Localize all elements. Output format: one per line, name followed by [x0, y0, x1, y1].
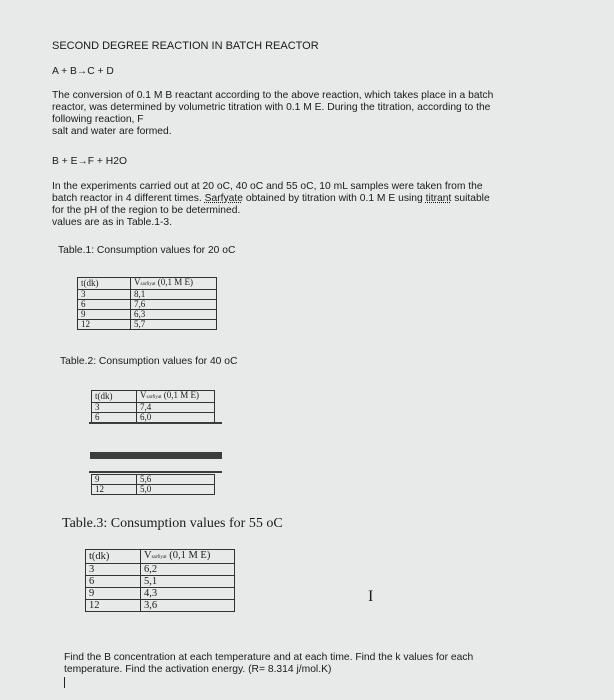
cell: 3 — [92, 403, 137, 413]
paragraph-1 — [52, 90, 572, 138]
header-cell: t(dk) — [92, 391, 137, 403]
text: sarfiyat — [146, 395, 162, 400]
text: suitable — [451, 193, 490, 204]
text: V — [134, 277, 141, 287]
cell: 8,1 — [131, 290, 217, 300]
document-title: SECOND DEGREE REACTION IN BATCH REACTOR — [52, 40, 319, 52]
text-line: Find the B concentration at each temperature and at each time. Find the k values for each — [64, 652, 474, 663]
table-row — [92, 485, 215, 495]
cell: 7,4 — [137, 403, 215, 413]
table-row — [78, 290, 217, 300]
table-row — [92, 403, 215, 413]
table-2-caption: Table.2: Consumption values for 40 oC — [60, 356, 238, 367]
table-3-caption: Table.3: Consumption values for 55 oC — [62, 516, 283, 531]
cell: 3 — [78, 290, 131, 300]
misspelled-word: Sarfyate — [204, 193, 243, 204]
misspelled-word: titrant — [425, 193, 452, 204]
table-row — [78, 310, 217, 320]
cell: 3 — [86, 564, 141, 576]
table-header-row — [78, 278, 217, 290]
reaction-2: B + E→F + H2O — [52, 156, 127, 167]
text: obtained by titration with 0.1 M E using — [242, 193, 426, 204]
table-2-top — [91, 390, 215, 423]
header-cell: t(dk) — [78, 278, 131, 290]
text: sarfiyat — [140, 282, 156, 287]
cell: 12 — [86, 600, 141, 612]
cell: 12 — [92, 485, 137, 495]
table-2-bottom — [91, 474, 215, 495]
table-header-row — [86, 550, 235, 564]
divider — [89, 422, 222, 424]
text: V — [140, 390, 147, 400]
reaction-1: A + B→C + D — [52, 66, 114, 77]
cell: 4,3 — [141, 588, 235, 600]
text-line — [52, 193, 572, 205]
cell: 6,2 — [141, 564, 235, 576]
table-1 — [77, 277, 217, 330]
text: (0,1 M E) — [166, 550, 211, 561]
text-line: following reaction, F — [52, 114, 144, 125]
table-row — [86, 600, 235, 612]
table-header-row — [92, 391, 215, 403]
text-caret — [64, 677, 65, 688]
table-row — [86, 576, 235, 588]
text: (0,1 M E) — [155, 277, 193, 287]
header-cell — [141, 550, 235, 564]
table-row — [86, 564, 235, 576]
text: V — [144, 550, 152, 561]
table-1-caption: Table.1: Consumption values for 20 oC — [58, 245, 236, 256]
paragraph-2 — [52, 181, 572, 229]
text-line: The conversion of 0.1 M B reactant according to the above reaction, which takes place in a batch — [52, 90, 494, 101]
table-row — [92, 413, 215, 423]
cell: 5,6 — [137, 475, 215, 485]
header-cell — [131, 278, 217, 290]
text: sarfiyat — [151, 555, 167, 560]
text: (0,1 M E) — [161, 390, 199, 400]
table-row — [92, 475, 215, 485]
table-3 — [85, 549, 235, 612]
cell: 5,1 — [141, 576, 235, 588]
question-text — [64, 652, 584, 676]
header-cell: t(dk) — [86, 550, 141, 564]
text-line: values are as in Table.1-3. — [52, 217, 173, 228]
text-line: In the experiments carried out at 20 oC, 40 oC and 55 oC, 10 mL samples were taken from the — [52, 181, 483, 192]
text-line: reactor, was determined by volumetric titration with 0.1 M E. During the titration, according to the — [52, 102, 491, 113]
cell: 3,6 — [141, 600, 235, 612]
cell: 6,0 — [137, 413, 215, 423]
cell: 9 — [86, 588, 141, 600]
divider — [89, 471, 222, 473]
cell: 6 — [92, 413, 137, 423]
header-cell — [137, 391, 215, 403]
cell: 6,3 — [131, 310, 217, 320]
cell: 7,6 — [131, 300, 217, 310]
text-line: for the pH of the region to be determined. — [52, 205, 241, 216]
cell: 12 — [78, 320, 131, 330]
table-row — [78, 300, 217, 310]
text-cursor-icon: I — [368, 588, 374, 605]
table-row — [86, 588, 235, 600]
text-line: salt and water are formed. — [52, 126, 172, 137]
cell: 9 — [92, 475, 137, 485]
cell: 6 — [78, 300, 131, 310]
cell: 9 — [78, 310, 131, 320]
cell: 5,7 — [131, 320, 217, 330]
text-line: temperature. Find the activation energy. (R= 8.314 j/mol.K) — [64, 664, 332, 675]
cell: 6 — [86, 576, 141, 588]
text: batch reactor in 4 different times. — [52, 193, 205, 204]
table-row — [78, 320, 217, 330]
cell: 5,0 — [137, 485, 215, 495]
redaction-bar — [90, 452, 222, 459]
